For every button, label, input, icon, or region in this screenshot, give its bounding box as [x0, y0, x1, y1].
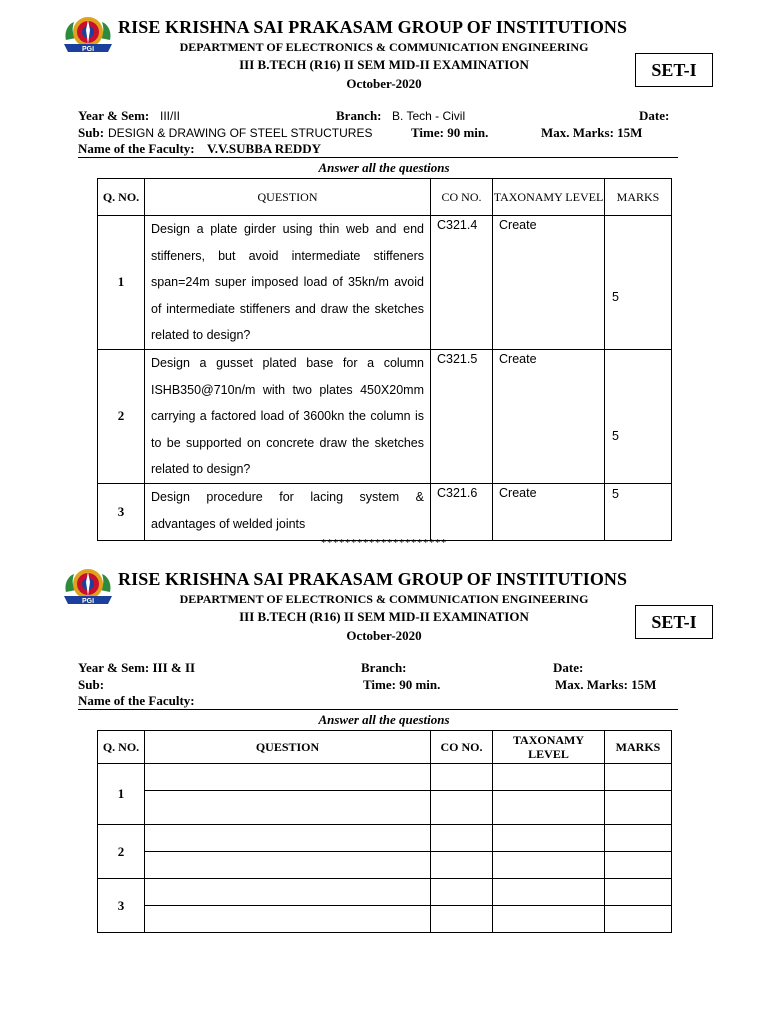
exam-title: III B.TECH (R16) II SEM MID-II EXAMINATION: [239, 57, 529, 72]
exam-title: III B.TECH (R16) II SEM MID-II EXAMINATION: [239, 609, 529, 624]
table-row: [98, 764, 672, 791]
question-number: 3: [98, 879, 145, 933]
blank-cell: [145, 791, 431, 825]
marks-cell: [605, 483, 672, 540]
branch-label: Branch:: [336, 108, 382, 123]
table-row: [98, 879, 672, 906]
blank-cell: [145, 906, 431, 933]
table-row: [98, 349, 672, 483]
divider: [78, 709, 678, 710]
separator: *********************: [321, 537, 447, 549]
department-name: DEPARTMENT OF ELECTRONICS & COMMUNICATION ENGINEERING: [179, 40, 589, 54]
blank-cell: [431, 906, 493, 933]
header-qno: Q. NO.: [98, 731, 145, 764]
question-number: 3: [98, 483, 145, 540]
blank-cell: [493, 791, 605, 825]
faculty-label: Name of the Faculty:: [78, 693, 195, 708]
header-taxonomy: TAXONAMY LEVEL: [493, 731, 605, 764]
table-row: [98, 791, 672, 825]
taxonomy-level: Create: [493, 349, 605, 483]
blank-cell: [431, 791, 493, 825]
header-co: CO NO.: [431, 731, 493, 764]
exam-month: October-2020: [346, 76, 422, 91]
blank-cell: [431, 852, 493, 879]
header-question: QUESTION: [145, 731, 431, 764]
blank-cell: [431, 879, 493, 906]
header-question: QUESTION: [145, 179, 431, 216]
co-number: C321.5: [431, 349, 493, 483]
year-sem-value: III/II: [160, 109, 181, 123]
blank-cell: [145, 764, 431, 791]
branch-value: B. Tech - Civil: [392, 109, 466, 123]
co-number: C321.4: [431, 216, 493, 350]
blank-cell: [145, 852, 431, 879]
institution-name: RISE KRISHNA SAI PRAKASAM GROUP OF INSTITUTIONS: [118, 569, 628, 589]
header-taxonomy: TAXONAMY LEVEL: [493, 179, 605, 216]
branch-label: Branch:: [361, 660, 407, 675]
question-number: 1: [98, 764, 145, 825]
svg-text:PGI: PGI: [81, 598, 95, 605]
table-header-row: [98, 731, 672, 764]
blank-cell: [493, 764, 605, 791]
table-row: [98, 483, 672, 540]
marks-value: 5: [612, 486, 619, 501]
blank-cell: [605, 764, 672, 791]
blank-cell: [493, 852, 605, 879]
blank-cell: [605, 852, 672, 879]
blank-cell: [605, 879, 672, 906]
instruction: Answer all the questions: [318, 712, 450, 727]
max-marks-label: Max. Marks: 15M: [541, 125, 643, 140]
table-row: [98, 216, 672, 350]
table-row: [98, 906, 672, 933]
question-number: 2: [98, 825, 145, 879]
blank-cell: [605, 791, 672, 825]
year-sem-label: Year & Sem: III & II: [78, 660, 196, 675]
divider: [78, 157, 678, 158]
instruction: Answer all the questions: [318, 160, 450, 175]
blank-cell: [605, 825, 672, 852]
date-label: Date:: [553, 660, 584, 675]
blank-cell: [431, 825, 493, 852]
exam-month: October-2020: [346, 628, 422, 643]
taxonomy-level: Create: [493, 216, 605, 350]
blank-cell: [145, 879, 431, 906]
set-label: SET-I: [635, 53, 713, 87]
table-row: [98, 825, 672, 852]
date-label: Date:: [639, 108, 670, 123]
blank-cell: [605, 906, 672, 933]
header-qno: Q. NO.: [98, 179, 145, 216]
department-name: DEPARTMENT OF ELECTRONICS & COMMUNICATION ENGINEERING: [179, 592, 589, 606]
set-label: SET-I: [635, 605, 713, 639]
blank-cell: [493, 906, 605, 933]
co-number: C321.6: [431, 483, 493, 540]
question-number: 2: [98, 349, 145, 483]
year-sem-label: Year & Sem:: [78, 108, 150, 123]
blank-cell: [493, 825, 605, 852]
marks-value: 5: [612, 290, 619, 304]
taxonomy-level: Create: [493, 483, 605, 540]
svg-text:PGI: PGI: [81, 46, 95, 53]
marks-value: 5: [612, 428, 619, 443]
faculty-label: Name of the Faculty:: [78, 141, 195, 156]
max-marks-label: Max. Marks: 15M: [555, 677, 657, 692]
header-co: CO NO.: [431, 179, 493, 216]
subject-label: Sub:: [78, 677, 105, 692]
marks-cell: [605, 349, 672, 483]
question-text: Design procedure for lacing system & advantages of welded joints: [145, 483, 431, 540]
time-label: Time: 90 min.: [363, 677, 441, 692]
question-text: Design a plate girder using thin web and end stiffeners, but avoid intermediate stiffeners span=24m super imposed load of 35kn/m avoid of intermediate stiffeners and draw the sketches related to design?: [145, 216, 431, 350]
table-row: [98, 852, 672, 879]
faculty-value: V.V.SUBBA REDDY: [207, 141, 322, 156]
header-marks: MARKS: [605, 179, 672, 216]
table-header-row: [98, 179, 672, 216]
subject-label: Sub:: [78, 125, 105, 140]
institution-name: RISE KRISHNA SAI PRAKASAM GROUP OF INSTITUTIONS: [118, 17, 628, 37]
blank-cell: [493, 879, 605, 906]
question-table-blank: [97, 730, 672, 933]
blank-cell: [145, 825, 431, 852]
question-text: Design a gusset plated base for a column ISHB350@710n/m with two plates 450X20mm carrying a factored load of 3600kn the column is to be supported on concrete draw the sketches related to design?: [145, 349, 431, 483]
question-number: 1: [98, 216, 145, 350]
subject-value: DESIGN & DRAWING OF STEEL STRUCTURES: [108, 126, 373, 140]
marks-cell: [605, 216, 672, 350]
header-marks: MARKS: [605, 731, 672, 764]
time-label: Time: 90 min.: [411, 125, 489, 140]
blank-cell: [431, 764, 493, 791]
question-table: [97, 178, 672, 541]
